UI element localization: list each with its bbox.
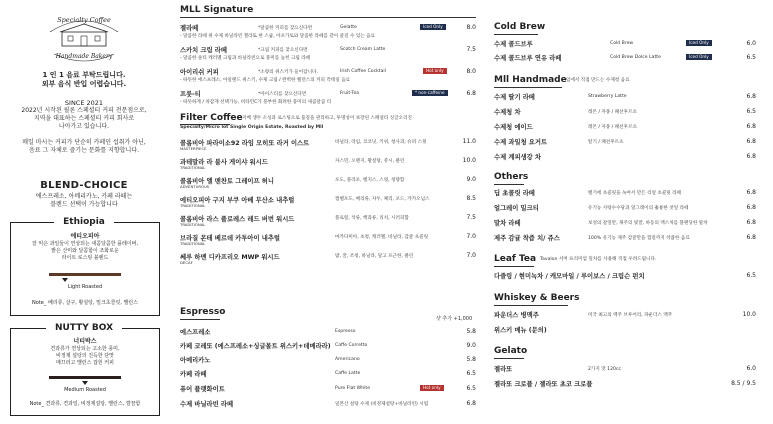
about-line-1: 2022년 시작된 필론 스페셜티 커피 전문점으로,: [21, 107, 147, 114]
oth-eng-1: 유기농 사탕수수당과 얼그레이의 훌륭한 찻잎 라떼: [588, 206, 689, 211]
filter-price-0: 11.0: [462, 138, 476, 145]
filter-price-2: 9.0: [466, 176, 476, 183]
sig-name-3: 프룻-티: [180, 91, 201, 98]
oth-name-2: 말차 라떼: [494, 220, 521, 227]
wh-name-0: 파운더스 병맥주: [494, 312, 539, 319]
leaftea-intro: Tavalon 서머 프리미엄 잎차를 사용해 직접 우려드립니다.: [540, 257, 657, 262]
nutty-note: Note_ 견과류, 견과일, 비정제설탕, 밸런스, 깔끔함: [29, 401, 141, 407]
blend-desc-2: 블렌드 선택이 가능합니다: [50, 201, 118, 208]
nutty-desc-2: 비정제 설탕의 진득한 단맛: [56, 353, 114, 359]
oth-price-0: 6.8: [746, 189, 756, 196]
others-divider: [494, 184, 524, 185]
ethiopia-desc-3: 라이트 로스팅 블렌드: [61, 255, 109, 261]
ethiopia-roast: Light Roasted: [67, 284, 103, 290]
filter-price-4: 7.5: [466, 214, 476, 221]
filter-price-5: 7.0: [466, 233, 476, 240]
oth-name-1: 얼그레이 밀크티: [494, 205, 539, 212]
handmade-divider: [494, 87, 562, 88]
since-text: SINCE 2021: [64, 99, 104, 107]
filter-name-4: 콜롬비아 라스 플로레스 레드 버번 워시드: [180, 216, 295, 223]
hm-eng-1: 레몬 / 자몽 / 패션후르츠: [588, 110, 637, 115]
wh-name-1: 위스키 메뉴 (문의): [494, 327, 547, 334]
filter-name-1: 과테말라 라 불사 게이샤 워시드: [180, 159, 268, 166]
filter-notes-0: 바닐라, 라임, 코코넛, 키위, 청사과, 슈퍼 스윗: [335, 140, 427, 145]
sig-sub-0: - 달콤한 라떼 위 수제 바닐라빈 젤라또 한 스쿱, 아포가토와 달콤한 라떼를 같이 즐길 수 있는 음료: [180, 34, 376, 39]
oth-eng-0: 벨기에 초콜릿을 녹여서 만든 리얼 초콜릿 라떼: [588, 191, 682, 196]
sig-tag-2: Hot only: [423, 68, 447, 74]
others-title: Others: [494, 172, 529, 182]
blend-desc-1: 에스프레소, 아메리카노, 카페 라떼는: [35, 193, 133, 200]
espresso-title: Espresso: [180, 307, 226, 317]
signature-divider: [180, 17, 476, 18]
filter-price-6: 7.0: [466, 252, 476, 259]
about-line-3: 나아가고 있습니다.: [58, 123, 110, 130]
sig-price-3: 6.8: [466, 90, 476, 97]
sig-eng-2: Irish Coffee Cocktail: [340, 69, 386, 74]
ethiopia-note: Note_ 베리류, 살구, 황설탕, 밀크초콜릿, 밸런스: [32, 300, 138, 306]
oth-name-3: 제주 감귤 착즙 치/ 쥬스: [494, 235, 560, 242]
nutty-roast-bar: [49, 376, 121, 379]
filter-notes-4: 플로럴, 석류, 핵과류, 리치, 시러피함: [335, 216, 409, 221]
hm-name-3: 수제 과일청 요거트: [494, 139, 548, 146]
sig-eng-0: Gelatte: [340, 25, 357, 30]
coldbrew-title: Cold Brew: [494, 22, 546, 32]
filter-grade-5: TRADITIONAL: [180, 241, 206, 246]
sig-name-0: 젤라떼: [180, 25, 199, 32]
logo-top-text: Specialty Coffee: [57, 16, 111, 24]
cb-tag-0: Iced Only: [686, 40, 712, 46]
filter-grade-3: TRADITIONAL: [180, 203, 206, 208]
nutty-roast-marker-icon: [82, 381, 88, 385]
esp-price-3: 6.5: [466, 370, 476, 377]
hm-name-2: 수제청 에이드: [494, 124, 533, 131]
espresso-shot: 샷 추가 +1,000: [436, 316, 473, 322]
hm-name-0: 수제 딸기 라떼: [494, 94, 535, 101]
wh-price-0: 10.0: [742, 311, 756, 318]
esp-name-5: 수제 바닐라빈 라떼: [180, 401, 234, 408]
esp-price-2: 5.8: [466, 356, 476, 363]
cb-name-1: 수제 콜드브루 연유 라떼: [494, 55, 562, 62]
filter-grade-4: TRADITIONAL: [180, 222, 206, 227]
nutty-desc-3: 매끄러고 밸런스 잡힌 커피: [56, 360, 114, 366]
esp-eng-3: Caffe Latte: [335, 371, 361, 376]
logo-bottom-text: Handmade Bakery: [55, 53, 113, 60]
ethiopia-card: [10, 222, 160, 316]
esp-tag-4: Hot only: [420, 385, 444, 391]
leaf-price-0: 6.5: [746, 272, 756, 279]
cb-tag-1: Iced Only: [686, 54, 712, 60]
notice-line-2: 외부 음식 반입 어렵습니다.: [41, 80, 127, 88]
filter-grade-1: TRADITIONAL: [180, 165, 206, 170]
cb-eng-0: Cold Brew: [610, 41, 634, 46]
about2-line-1: 매일 마시는 커피가 단순히 카페인 섭취가 아닌,: [22, 139, 146, 146]
hm-name-1: 수제청 차: [494, 109, 521, 116]
hm-eng-2: 레몬 / 자몽 / 패션후르츠: [588, 125, 637, 130]
about: [0, 99, 168, 155]
filter-notes-2: 포도, 플라포, 벨지스, 스윗, 청량함: [335, 178, 405, 183]
esp-price-4: 6.5: [466, 385, 476, 392]
cb-eng-1: Cold Brew Dolce Latte: [610, 55, 661, 60]
esp-eng-5: 일본산 설탕 수제 (비정제설탕+바닐라빈) 시럽: [335, 402, 429, 407]
esp-name-2: 아메리카노: [180, 357, 211, 364]
nutty-desc-1: 견과류가 연상되는 고소한 풍미,: [50, 346, 120, 352]
oth-price-2: 6.8: [746, 219, 756, 226]
sig-price-1: 7.5: [466, 46, 476, 53]
hm-name-4: 수제 계피생강 차: [494, 154, 541, 161]
esp-eng-4: Pure Flat White: [335, 386, 371, 391]
blend-section: [0, 180, 168, 209]
leaf-name-0: 다즐링 / 현미녹차 / 캐모마일 / 루이보스 / 크림슨 펀치: [494, 273, 645, 280]
gelato-title: Gelato: [494, 346, 528, 356]
gel-price-1: 8.5 / 9.5: [731, 380, 756, 387]
filter-name-6: 쎄루 하멘 디카프리오 MWP 워시드: [180, 254, 280, 261]
whiskey-title: Whiskey & Beers: [494, 293, 580, 303]
sig-desc-0: *달콤한 커피를 찾으신다면: [258, 26, 313, 31]
notice-line-1: 1 인 1 음료 부탁드립니다.: [42, 71, 126, 79]
gel-price-0: 6.0: [746, 365, 756, 372]
sig-price-2: 8.0: [466, 68, 476, 75]
ethiopia-title: Ethiopia: [54, 216, 114, 228]
filter-name-2: 콜롬비아 엘 맨찬토 그레이프 허니: [180, 178, 274, 185]
logo: [44, 10, 124, 68]
coldbrew-divider: [494, 34, 538, 35]
esp-price-1: 9.0: [466, 342, 476, 349]
nutty-title: NUTTY BOX: [46, 322, 122, 334]
nutty-kor: 너티박스: [73, 338, 97, 345]
oth-price-1: 6.8: [746, 204, 756, 211]
sig-name-1: 스카치 크림 라떼: [180, 47, 227, 54]
leaftea-title: Leaf Tea: [494, 254, 537, 264]
notice: [0, 71, 168, 89]
sig-price-0: 8.0: [466, 24, 476, 31]
sig-eng-3: Fruit-Tea: [340, 91, 360, 96]
filter-name-5: 브라질 몬테 베르데 카투아이 내추럴: [180, 235, 281, 242]
esp-eng-0: Espresso: [335, 329, 356, 334]
filter-notes-5: 마카다미아, 초청, 캐러멜, 바닐라, 감귤 초콜릿: [335, 235, 429, 240]
hm-price-4: 6.8: [746, 153, 756, 160]
handmade-title: Mll Handmade: [494, 75, 567, 85]
filter-notes-3: 캠벨포도, 베리류, 자두, 체리, 포드, 카카오닙스: [335, 197, 430, 202]
filter-price-1: 10.0: [462, 157, 476, 164]
filter-price-3: 8.5: [466, 195, 476, 202]
ethiopia-desc-1: 잘 익은 과일들이 연상되는 새콤달콤한 플레이버,: [31, 241, 139, 247]
filter-intro2: Specialty/Micro lot Single Origin Estate, Roasted by Mll: [180, 125, 324, 130]
sig-desc-1: *크림 커피를 찾으신다면: [258, 48, 308, 53]
sig-desc-3: *아이스티를 찾으신다면: [258, 92, 307, 97]
filter-intro: 지배 생두 소싱과 로스팅으로 품질을 관리하고, 투명성이 보장된 스페셜티 싱글오리진: [242, 116, 412, 121]
oth-eng-2: 보성의 갈잎만, 제주의 빛깔, 하동의 맥스처를 블렌딩한 말차: [588, 221, 708, 226]
handmade-intro: 임에서 직접 만드는 수제청 음료: [566, 78, 630, 83]
filter-name-3: 에티오피아 구지 부쿠 아베 무산소 내추럴: [180, 197, 295, 204]
ethiopia-kor: 에티오피아: [70, 233, 100, 240]
hm-price-1: 6.5: [746, 108, 756, 115]
wh-eng-0: 미국 최고의 맥주 브루어리, 파운더스 맥주: [588, 313, 673, 318]
ethiopia-desc-2: 밝은 산미와 달콤함이 조화로운: [51, 248, 119, 254]
gel-eng-0: 2가지 맛 120cc: [588, 367, 621, 372]
about2-line-2: 음료 그 자체로 즐기는 문화를 지향합니다.: [29, 147, 139, 154]
esp-name-1: 카페 코레또 (에스프레소+싱글몰트 위스키+데메라라): [180, 343, 331, 350]
gel-name-1: 젤라또 크로플 / 젤라또 초코 크로플: [494, 381, 593, 388]
filter-grade-0: MASTERPIECE: [180, 146, 207, 151]
sig-name-2: 아이리쉬 커피: [180, 69, 219, 76]
whiskey-divider: [494, 305, 568, 306]
ethiopia-roast-marker-icon: [62, 278, 68, 282]
gelato-divider: [494, 358, 524, 359]
hm-eng-3: 딸기 / 패션후르츠: [588, 140, 624, 145]
oth-eng-3: 100% 유기농 제주 감귤만을 껍질까지 착즙한 음료: [588, 236, 690, 241]
hm-price-2: 6.8: [746, 123, 756, 130]
about-line-2: 지역을 대표하는 스페셜티 커피 회사로: [33, 115, 135, 122]
esp-price-5: 6.8: [466, 400, 476, 407]
hm-price-3: 6.8: [746, 138, 756, 145]
sig-desc-2: *소량의 위스키가 들어갑니다.: [258, 70, 318, 75]
filter-title: Filter Coffee: [180, 113, 243, 123]
esp-eng-1: Caffe Corretto: [335, 343, 368, 348]
gel-name-0: 젤라또: [494, 366, 513, 373]
sig-tag-0: Iced Only: [420, 24, 446, 30]
nutty-roast: Medium Roasted: [64, 387, 106, 393]
ethiopia-roast-bar: [49, 273, 121, 276]
esp-eng-2: Americano: [335, 357, 360, 362]
esp-name-3: 카페 라떼: [180, 371, 207, 378]
signature-title: MLL Signature: [180, 5, 254, 15]
cb-price-0: 6.0: [746, 40, 756, 47]
filter-name-0: 콜롬비아 파라이소92 라임 모히또 라거 이스트: [180, 140, 310, 147]
filter-notes-6: 밤, 꿀, 조청, 바닐라, 달고 포근한, 클린: [335, 254, 414, 259]
hm-eng-0: Strawberry Latte: [588, 94, 627, 99]
hm-price-0: 6.8: [746, 93, 756, 100]
sig-eng-1: Scotch Cream Latte: [340, 47, 386, 52]
oth-name-0: 딥 초콜릿 라떼: [494, 190, 535, 197]
sig-sub-1: - 달콤한 솔티 캐러멜 크림과 바닐라빈으로 풍미를 높힌 크림 라떼: [180, 56, 311, 61]
oth-price-3: 6.8: [746, 234, 756, 241]
cb-price-1: 6.5: [746, 54, 756, 61]
esp-name-0: 에스프레소: [180, 329, 211, 336]
esp-price-0: 5.8: [466, 328, 476, 335]
cb-name-0: 수제 콜드브루: [494, 41, 533, 48]
filter-grade-6: DECAF: [180, 260, 193, 265]
espresso-divider: [180, 319, 220, 320]
sig-tag-3: * non-caffeine: [412, 90, 448, 96]
filter-grade-2: ADVENTUROUS: [180, 184, 210, 189]
nutty-card: [10, 328, 160, 416]
sig-sub-2: - 따뜻한 에스프레소, 아일랜드 위스키, 수제 크림 / 완벽한 밸런스의 커피 칵테일 음료: [180, 78, 351, 83]
leaftea-divider: [494, 266, 534, 267]
esp-name-4: 퓨어 플랫화이트: [180, 386, 225, 393]
sig-sub-3: - 따뜻하게 / 차갑게 선택가능, 비타민C가 풍부한 화려한 풍미의 새콤달콤 티: [180, 100, 332, 105]
blend-title: BLEND-CHOICE: [40, 180, 128, 191]
filter-notes-1: 자스민, 오렌지, 황설탕, 쥬시, 클린: [335, 159, 405, 164]
